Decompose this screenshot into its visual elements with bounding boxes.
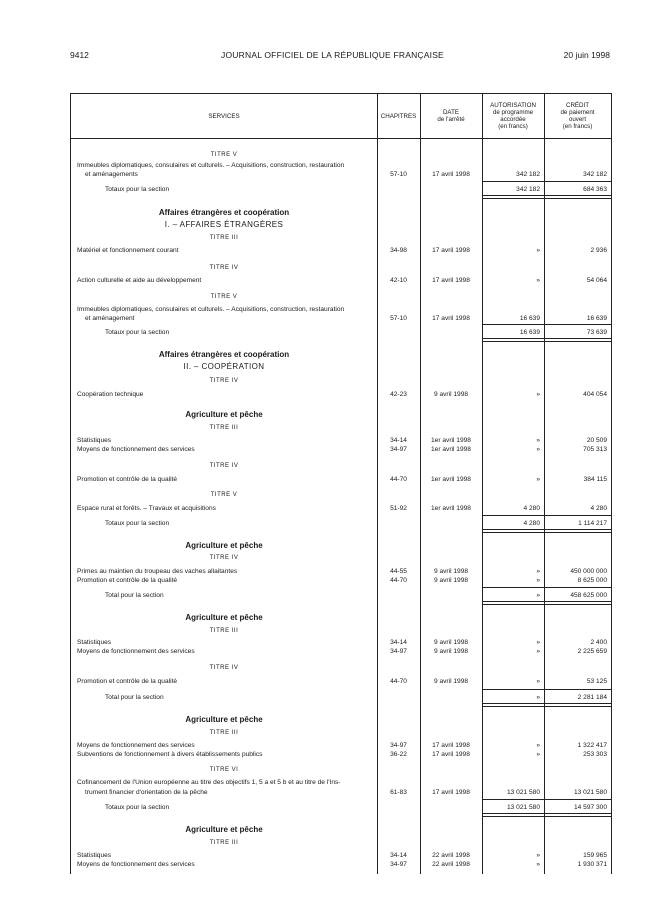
credit-cell: 2 281 184 (577, 694, 607, 701)
table-row (71, 638, 611, 647)
service-label: Total pour la section (105, 694, 164, 701)
table-row (71, 390, 611, 399)
table-row (71, 788, 611, 797)
header-rule (71, 138, 611, 139)
credit-cell: 342 182 (583, 171, 607, 178)
chapitre-cell: 36-22 (390, 751, 407, 758)
service-label: Espace rural et forêts. – Travaux et acquisitions (77, 505, 216, 512)
service-label: Promotion et contrôle de la qualité (77, 476, 178, 483)
credit-cell: 159 965 (583, 852, 607, 859)
titre-label: TITRE III (209, 730, 239, 736)
service-label: Moyens de fonctionnement des services (77, 648, 195, 655)
section-label: Affaires étrangères et coopération (158, 350, 290, 359)
service-label: Total pour la section (105, 592, 164, 599)
service-label: Cofinancement de l'Union européenne au titre des objectifs 1, 5 a et 5 b et au titre de l'Ins- (77, 779, 341, 786)
column-header-date: DATE de l'arrêté (437, 109, 465, 123)
date-cell: 17 avril 1998 (432, 751, 470, 758)
service-label: Totaux pour la section (105, 329, 170, 336)
total-rule (482, 529, 611, 533)
autorisation-cell: » (536, 391, 540, 398)
service-label: trument financier d'orientation de la pêche (85, 789, 208, 796)
credit-cell: 1 930 371 (577, 861, 607, 868)
credit-cell: 2 400 (590, 639, 607, 646)
autorisation-cell: » (536, 446, 540, 453)
credit-cell: 684 363 (583, 186, 607, 193)
titre-heading (71, 766, 611, 775)
titre-heading (71, 264, 611, 273)
autorisation-cell: » (536, 568, 540, 575)
titre-heading (71, 377, 611, 386)
titre-label: TITRE IV (209, 463, 239, 469)
autorisation-cell: » (536, 678, 540, 685)
titre-label: TITRE IV (209, 665, 239, 671)
table-row (71, 567, 611, 576)
service-label: Statistiques (77, 437, 112, 444)
table-row (71, 445, 611, 454)
autorisation-cell: 342 182 (516, 186, 540, 193)
chapitre-cell: 44-70 (390, 678, 407, 685)
titre-label: TITRE III (209, 425, 239, 431)
section-label: Agriculture et pêche (185, 613, 263, 622)
credit-cell: 404 054 (583, 391, 607, 398)
section-label: Agriculture et pêche (185, 825, 263, 834)
total-rule (482, 813, 611, 817)
titre-heading (71, 839, 611, 848)
titre-heading (71, 664, 611, 673)
service-label: Coopération technique (77, 391, 144, 398)
titre-label: TITRE III (209, 840, 239, 846)
titre-heading (71, 293, 611, 302)
section-label: II. – COOPÉRATION (183, 362, 265, 371)
page-number: 9412 (70, 50, 89, 60)
autorisation-cell: » (536, 437, 540, 444)
total-row (71, 803, 611, 812)
titre-heading (71, 462, 611, 471)
section-heading (71, 208, 611, 217)
table-row (71, 576, 611, 585)
table-row (71, 647, 611, 656)
table-row (71, 741, 611, 750)
table-row (71, 276, 611, 285)
credit-cell: 384 115 (583, 476, 607, 483)
titre-heading (71, 627, 611, 636)
autorisation-cell: 13 021 580 (506, 804, 540, 811)
autorisation-cell: » (536, 277, 540, 284)
column-header-autorisation: AUTORISATION de programme accordée (en francs) (490, 102, 536, 130)
titre-label: TITRE VI (209, 767, 239, 773)
service-label: et aménagements (85, 171, 138, 178)
titre-heading (71, 234, 611, 243)
credits-table (70, 93, 612, 874)
table-row (71, 504, 611, 513)
credit-cell: 450 000 000 (570, 568, 607, 575)
chapitre-cell: 51-92 (390, 505, 407, 512)
date-cell: 9 avril 1998 (433, 639, 469, 646)
autorisation-cell: » (536, 694, 540, 701)
titre-label: TITRE IV (209, 265, 239, 271)
service-label: Immeubles diplomatiques, consulaires et culturels. – Acquisitions, construction, restauration (77, 306, 345, 313)
column-header-credit: CRÉDIT de paiement ouvert (en francs) (560, 102, 595, 130)
date-cell: 9 avril 1998 (433, 648, 469, 655)
section-heading (71, 541, 611, 550)
section-heading (71, 825, 611, 834)
service-label: Moyens de fonctionnement des services (77, 446, 195, 453)
table-row (71, 860, 611, 869)
date-cell: 1er avril 1998 (431, 446, 471, 453)
credit-cell: 458 625 000 (570, 592, 607, 599)
service-label: Promotion et contrôle de la qualité (77, 577, 178, 584)
titre-heading (71, 729, 611, 738)
date-cell: 17 avril 1998 (432, 247, 470, 254)
autorisation-cell: » (536, 476, 540, 483)
credit-cell: 20 509 (586, 437, 607, 444)
date-cell: 1er avril 1998 (431, 437, 471, 444)
autorisation-cell: 16 639 (519, 315, 540, 322)
service-label: Subventions de fonctionnement à divers établissements publics (77, 751, 263, 758)
total-rule (482, 703, 611, 707)
chapitre-cell: 34-97 (390, 742, 407, 749)
date-cell: 9 avril 1998 (433, 391, 469, 398)
total-rule (482, 515, 611, 516)
section-label: I. – AFFAIRES ÉTRANGÈRES (164, 220, 284, 229)
chapitre-cell: 34-98 (390, 247, 407, 254)
autorisation-cell: » (536, 742, 540, 749)
section-label: Agriculture et pêche (185, 715, 263, 724)
service-label: Moyens de fonctionnement des services (77, 742, 195, 749)
titre-heading (71, 151, 611, 160)
date-cell: 9 avril 1998 (433, 568, 469, 575)
date-cell: 17 avril 1998 (432, 315, 470, 322)
chapitre-cell: 42-10 (390, 277, 407, 284)
total-row (71, 591, 611, 600)
total-row (71, 185, 611, 194)
date-cell: 17 avril 1998 (432, 742, 470, 749)
date-cell: 22 avril 1998 (432, 861, 470, 868)
table-row (71, 750, 611, 759)
credit-cell: 73 639 (586, 329, 607, 336)
service-label: Promotion et contrôle de la qualité (77, 678, 178, 685)
column-header-chapitres: CHAPITRES (380, 112, 417, 120)
table-row (71, 246, 611, 255)
table-row (71, 436, 611, 445)
chapitre-cell: 34-97 (390, 648, 407, 655)
service-label: et aménagement (85, 315, 135, 322)
chapitre-cell: 34-97 (390, 861, 407, 868)
total-rule (482, 799, 611, 800)
chapitre-cell: 34-14 (390, 852, 407, 859)
date-cell: 9 avril 1998 (433, 678, 469, 685)
service-label: Statistiques (77, 639, 112, 646)
autorisation-cell: 16 639 (519, 329, 540, 336)
date-cell: 1er avril 1998 (431, 476, 471, 483)
titre-label: TITRE V (210, 294, 238, 300)
credit-cell: 53 125 (586, 678, 607, 685)
chapitre-cell: 57-10 (390, 171, 407, 178)
date-cell: 17 avril 1998 (432, 171, 470, 178)
titre-label: TITRE V (210, 492, 238, 498)
total-rule (482, 195, 611, 199)
total-rule (482, 324, 611, 325)
titre-label: TITRE III (209, 628, 239, 634)
chapitre-cell: 34-14 (390, 639, 407, 646)
section-label: Agriculture et pêche (185, 541, 263, 550)
chapitre-cell: 44-70 (390, 476, 407, 483)
date-cell: 9 avril 1998 (433, 577, 469, 584)
service-label: Action culturelle et aide au développement (77, 277, 202, 284)
table-row (71, 170, 611, 179)
credit-cell: 2 225 659 (577, 648, 607, 655)
titre-label: TITRE III (209, 235, 239, 241)
autorisation-cell: » (536, 592, 540, 599)
credit-cell: 14 597 300 (573, 804, 607, 811)
autorisation-cell: » (536, 648, 540, 655)
date-cell: 22 avril 1998 (432, 852, 470, 859)
column-header-services: SERVICES (208, 112, 240, 120)
titre-label: TITRE V (210, 152, 238, 158)
titre-heading (71, 554, 611, 563)
chapitre-cell: 34-14 (390, 437, 407, 444)
section-heading (71, 715, 611, 724)
table-row (71, 677, 611, 686)
chapitre-cell: 42-23 (390, 391, 407, 398)
table-row (71, 475, 611, 484)
autorisation-cell: 4 280 (523, 520, 540, 527)
total-rule (482, 338, 611, 342)
autorisation-cell: » (536, 751, 540, 758)
chapitre-cell: 44-55 (390, 568, 407, 575)
section-heading (71, 613, 611, 622)
credit-cell: 1 322 417 (577, 742, 607, 749)
total-rule (482, 587, 611, 588)
service-label: Immeubles diplomatiques, consulaires et culturels. – Acquisitions, construction, restauration (77, 162, 345, 169)
table-row (71, 161, 611, 170)
titre-label: TITRE IV (209, 378, 239, 384)
total-rule (482, 181, 611, 182)
credit-cell: 54 064 (586, 277, 607, 284)
titre-heading (71, 491, 611, 500)
subsection-heading (71, 362, 611, 371)
autorisation-cell: » (536, 852, 540, 859)
chapitre-cell: 61-83 (390, 789, 407, 796)
total-row (71, 328, 611, 337)
service-label: Matériel et fonctionnement courant (77, 247, 179, 254)
date-cell: 1er avril 1998 (431, 505, 471, 512)
total-rule (482, 689, 611, 690)
section-heading (71, 350, 611, 359)
date-cell: 17 avril 1998 (432, 277, 470, 284)
credit-cell: 4 280 (590, 505, 607, 512)
service-label: Totaux pour la section (105, 186, 170, 193)
autorisation-cell: » (536, 247, 540, 254)
total-row (71, 693, 611, 702)
table-row (71, 851, 611, 860)
section-heading (71, 410, 611, 419)
autorisation-cell: » (536, 639, 540, 646)
credit-cell: 2 936 (590, 247, 607, 254)
service-label: Totaux pour la section (105, 520, 170, 527)
autorisation-cell: 13 021 580 (506, 789, 540, 796)
credit-cell: 1 114 217 (578, 520, 607, 527)
credit-cell: 13 021 580 (573, 789, 607, 796)
chapitre-cell: 57-10 (390, 315, 407, 322)
credit-cell: 16 639 (586, 315, 607, 322)
titre-heading (71, 424, 611, 433)
titre-label: TITRE IV (209, 555, 239, 561)
credit-cell: 253 303 (583, 751, 607, 758)
issue-date: 20 juin 1998 (563, 50, 610, 60)
autorisation-cell: » (536, 861, 540, 868)
date-cell: 17 avril 1998 (432, 789, 470, 796)
service-label: Moyens de fonctionnement des services (77, 861, 195, 868)
service-label: Primes au maintien du troupeau des vaches allaitantes (77, 568, 238, 575)
subsection-heading (71, 220, 611, 229)
service-label: Totaux pour la section (105, 804, 170, 811)
autorisation-cell: » (536, 577, 540, 584)
total-rule (482, 601, 611, 605)
autorisation-cell: 4 280 (523, 505, 540, 512)
chapitre-cell: 44-70 (390, 577, 407, 584)
total-row (71, 519, 611, 528)
credit-cell: 8 625 000 (577, 577, 607, 584)
autorisation-cell: 342 182 (516, 171, 540, 178)
chapitre-cell: 34-97 (390, 446, 407, 453)
section-label: Affaires étrangères et coopération (158, 208, 290, 217)
table-row (71, 314, 611, 323)
table-row (71, 305, 611, 314)
section-label: Agriculture et pêche (185, 410, 263, 419)
journal-title: JOURNAL OFFICIEL DE LA RÉPUBLIQUE FRANÇAISE (221, 50, 444, 60)
table-row (71, 778, 611, 787)
service-label: Statistiques (77, 852, 112, 859)
credit-cell: 705 313 (583, 446, 607, 453)
